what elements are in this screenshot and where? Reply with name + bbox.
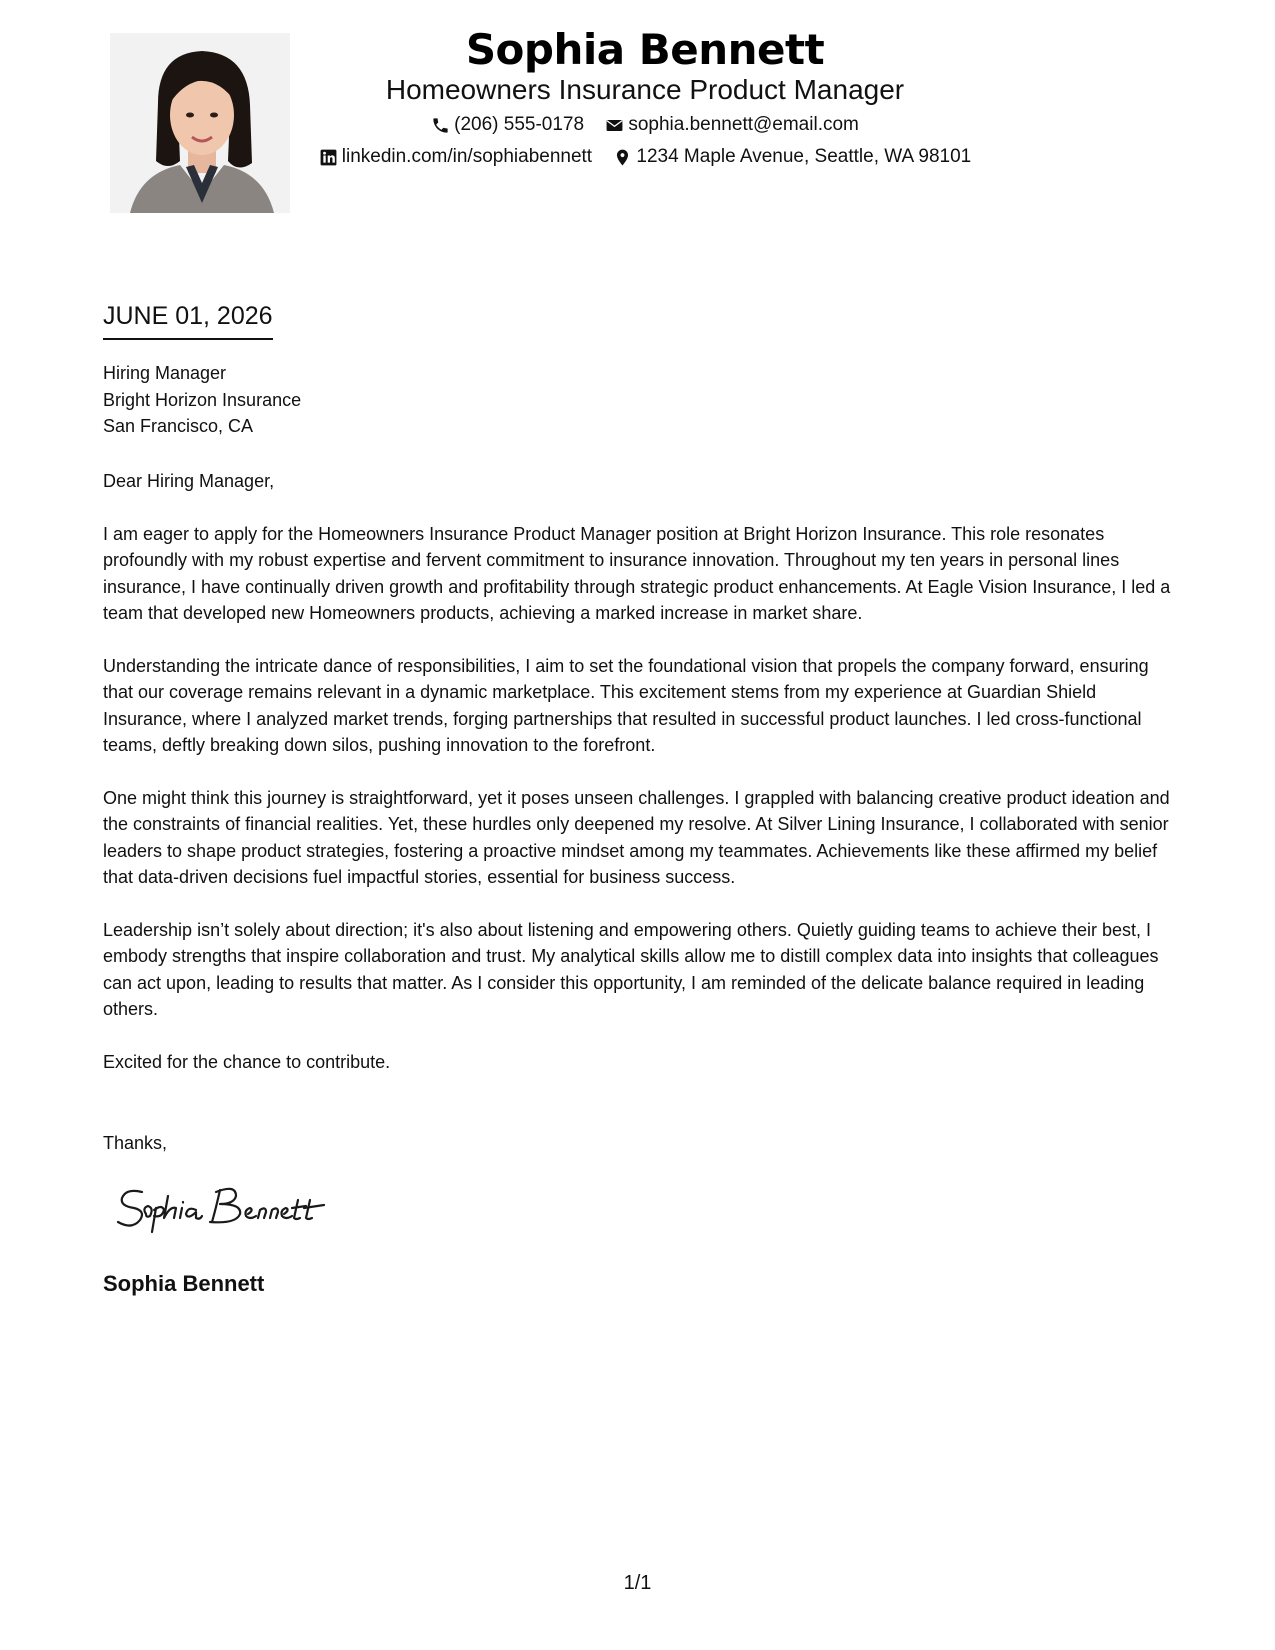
profile-photo	[110, 33, 290, 213]
body-paragraph: Excited for the chance to contribute.	[103, 1051, 391, 1072]
email-contact	[605, 112, 859, 138]
letter-date: JUNE 01, 2026	[103, 300, 273, 340]
body-paragraph: Understanding the intricate dance of responsibilities, I aim to set the foundational vision that propels the company forward, ensuring that our coverage remains relevant in a dynamic marketplace. This excitement stems from my experience at Guardian Shield Insurance, where I analyzed market trends, forging partnerships that resulted in successful product launches. I led cross-functional teams, deftly breaking down silos, pushing innovation to the forefront.	[103, 655, 1149, 755]
linkedin-icon	[319, 148, 338, 167]
signature-name: Sophia Bennett	[103, 1271, 265, 1296]
candidate-name: Sophia Bennett	[465, 25, 825, 74]
body-paragraph: I am eager to apply for the Homeowners Insurance Product Manager position at Bright Horizon Insurance. This role resonates profoundly with my robust expertise and fervent commitment to insurance innovation. Throughout my ten years in personal lines insurance, I have continually driven growth and profitability through strategic product enhancements. At Eagle Vision Insurance, I led a team that developed new Homeowners products, achieving a marked increase in market share.	[103, 523, 1171, 623]
body-paragraph: One might think this journey is straightforward, yet it poses unseen challenges. I grappled with balancing creative product ideation and the constraints of financial realities. Yet, these hurdles only deepened my resolve. At Silver Lining Insurance, I collaborated with senior leaders to shape product strategies, fostering a proactive mindset among my teammates. Achievements like these affirmed my belief that data-driven decisions fuel impactful stories, essential for business success.	[103, 787, 1170, 887]
street-address: 1234 Maple Avenue, Seattle, WA 98101	[636, 146, 972, 167]
job-title: Homeowners Insurance Product Manager	[385, 74, 905, 105]
phone-contact	[431, 112, 584, 138]
recipient-title: Hiring Manager	[103, 363, 227, 383]
linkedin-url[interactable]: linkedin.com/in/sophiabennett	[341, 146, 593, 167]
email-address[interactable]: sophia.bennett@email.com	[628, 114, 859, 135]
contact-row-primary	[300, 112, 990, 143]
address-contact	[613, 144, 971, 170]
letter-body	[103, 468, 1175, 1101]
recipient-block	[103, 360, 301, 440]
salutation: Dear Hiring Manager,	[103, 471, 275, 491]
recipient-company: Bright Horizon Insurance	[103, 389, 302, 410]
envelope-icon	[605, 116, 624, 135]
signature-image	[112, 1178, 352, 1238]
phone-number: (206) 555-0178	[454, 114, 585, 135]
map-pin-icon	[613, 148, 632, 167]
phone-icon	[431, 116, 450, 135]
body-paragraph: Leadership isn’t solely about direction; it's also about listening and empowering others. Quietly guiding teams to achieve their best, I embody strengths that inspire collaboration and trust. My analytical skills allow me to distill complex data into insights that colleagues can act upon, leading to results that matter. As I consider this opportunity, I am reminded of the delicate balance required in leading others.	[103, 919, 1159, 1019]
page-number: 1/1	[623, 1572, 652, 1594]
linkedin-contact	[319, 144, 592, 170]
contact-row-secondary	[300, 144, 990, 175]
recipient-location: San Francisco, CA	[103, 416, 254, 436]
closing: Thanks,	[103, 1133, 168, 1153]
